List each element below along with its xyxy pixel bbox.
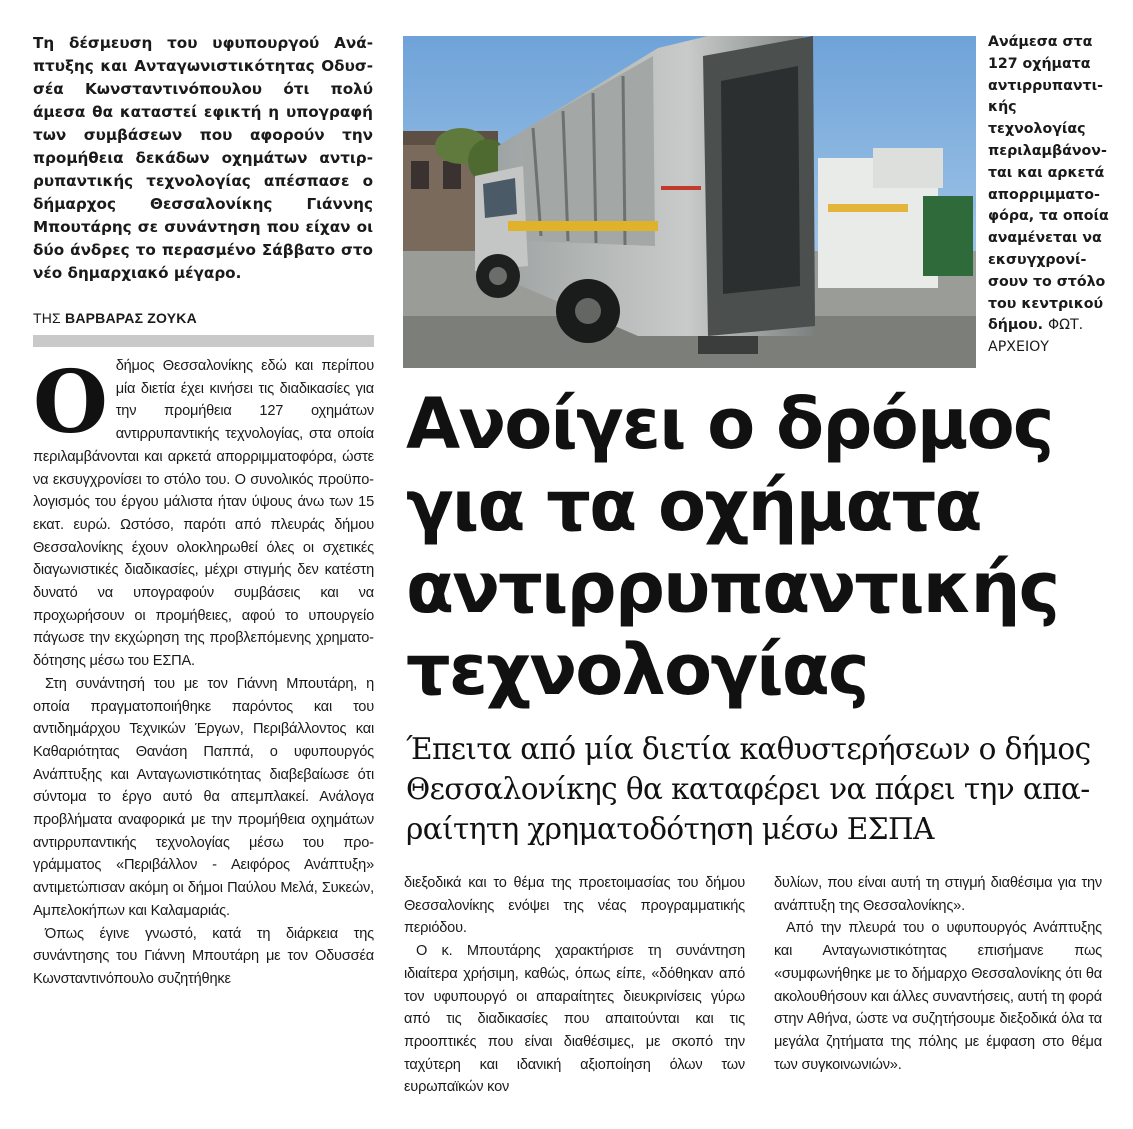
byline-author: ΒΑΡΒΑΡΑΣ ΖΟΥΚΑ xyxy=(65,310,197,326)
body-column-1 xyxy=(33,352,374,991)
subheadline: Έπειτα από μία διετία καθυστερήσεων ο δήμος Θεσσαλονίκης θα καταφέρει να πάρει την απαραίτητη χρηματοδότηση μέσω ΕΣΠΑ xyxy=(406,732,1091,846)
headline: Ανοίγει ο δρόμος για τα οχήματα αντιρρυπαντικής τεχνολογίας xyxy=(406,383,1059,711)
body-paragraph-text: δήμος Θεσσαλονίκης εδώ και περίπου μία διετία έχει κινήσει τις διαδικασίες για την προμήθεια 127 οχημάτων αντιρρυπαντικής τεχνολογίας, στα οποία περιλαμβάνονται και αρκετά απορριμματοφόρα, ώστε να εκσυγχρονίσει το στόλο του. Ο συνολικός προϋπολογισμός του έργου μάλιστα ήταν ύψους άνω των 15 εκατ. ευρώ. Ωστόσο, παρότι από πλευράς δήμου Θεσσαλονίκης έχουν ολοκληρωθεί όλες οι σχετικές διαγωνιστικές διαδικασίες, μέχρι στιγμής δεν κατέστη δυνατό να υπογραφούν συμβάσεις και να προχωρήσουν οι προμήθειες, αφού το υπουργείο πάγωσε την εκχώρηση της προβλεπόμενης χρηματοδότησης μέσω του ΕΣΠΑ. xyxy=(33,358,374,670)
photo-caption-text: Ανάμεσα στα 127 οχήματα αντιρρυπαντικής τεχνολογίας περιλαμβάνονται και αρκετά απορριμματοφόρα, τα οποία αναμένεται να εκσυγχρονίσουν το στόλο του κεντρικού δήμου. xyxy=(988,34,1109,334)
body-column-2 xyxy=(404,872,745,1099)
drop-cap: Ο xyxy=(33,352,108,453)
byline-prefix: ΤΗΣ xyxy=(33,310,61,326)
lead-paragraph: Τη δέσμευση του υφυπουργού Ανάπτυξης και Ανταγωνιστικότητας Οδυσσέα Κωνσταντινόπουλου ότι πολύ άμεσα θα καταστεί εφικτή η υπογραφή των συμβάσεων που αφορούν την προμήθεια δεκάδων οχημάτων αντιρρυπαντικής τεχνολογίας απέσπασε ο δήμαρχος Θεσσαλονίκης Γιάννης Μπουτάρης σε συνάντηση που είχαν οι δύο άνδρες το περασμένο Σάββατο στο νέο δημαρχιακό μέγαρο. xyxy=(33,34,373,282)
photo-caption xyxy=(988,32,1118,359)
body-paragraph: διεξοδικά και το θέμα της προετοιμασίας του δήμου Θεσσαλονίκης ενόψει της νέας προγραμματικής περιόδου. xyxy=(404,875,745,937)
byline xyxy=(33,310,373,326)
garbage-truck-photo xyxy=(403,36,976,368)
body-paragraph: Στη συνάντησή του με τον Γιάννη Μπουτάρη, η οποία πραγματοποιήθηκε παρόντος και του αντιδημάρχου Τεχνικών Έργων, Περιβάλλοντος και Καθαριότητας Θανάση Παππά, ο υφυπουργός Ανάπτυξης και Ανταγωνιστικότητας διαβεβαίωσε ότι σύντομα το έργο αυτό θα απεμπλακεί. Ανάλογα προβλήματα αναφορικά με την προμήθεια οχημάτων αντιρρυπαντικής τεχνολογίας μέσω του προγράμματος «Περιβάλλον - Αειφόρος Ανάπτυξη» αντιμετώπισαν ακόμη οι δήμοι Παύλου Μελά, Συκεών, Αμπελοκήπων και Καλαμαριάς. xyxy=(33,675,374,919)
body-paragraph: Από την πλευρά του ο υφυπουργός Ανάπτυξης και Ανταγωνιστικότητας επισήμανε πως «συμφωνήθηκε με το δήμαρχο Θεσσαλονίκης ότι θα ακολουθήσουν και άλλες συναντήσεις, αυτή τη φορά στην Αθήνα, ώστε να συζητήσουμε διεξοδικά όλα τα μεγάλα ζητήματα της πόλης με έμφαση στο θέμα των συγκοινωνιών». xyxy=(774,920,1102,1073)
body-paragraph xyxy=(33,352,374,673)
body-paragraph: Ο κ. Μπουτάρης χαρακτήρισε τη συνάντηση ιδιαίτερα χρήσιμη, καθώς, όπως είπε, «δόθηκαν από τον υφυπουργό οι απαραίτητες διευκρινίσεις γύρω από τις διαδικασίες που απαιτούνται και τις προοπτικές που είναι διαθέσιμες, με σκοπό την ταχύτερη και ιδανική αξιοποίηση όλων των ευρωπαϊκών κον xyxy=(404,943,745,1096)
photo-credit: ΦΩΤ. ΑΡΧΕΙΟΥ xyxy=(988,317,1084,356)
body-column-3 xyxy=(774,872,1102,1076)
byline-divider xyxy=(33,335,374,347)
body-paragraph: δυλίων, που είναι αυτή τη στιγμή διαθέσιμα για την ανάπτυξη της Θεσσαλονίκης». xyxy=(774,875,1102,914)
body-paragraph: Όπως έγινε γνωστό, κατά τη διάρκεια της συνάντησης του Γιάννη Μπουτάρη με τον Οδυσσέα Κωνσταντινόπουλο συζητήθηκε xyxy=(33,925,374,987)
